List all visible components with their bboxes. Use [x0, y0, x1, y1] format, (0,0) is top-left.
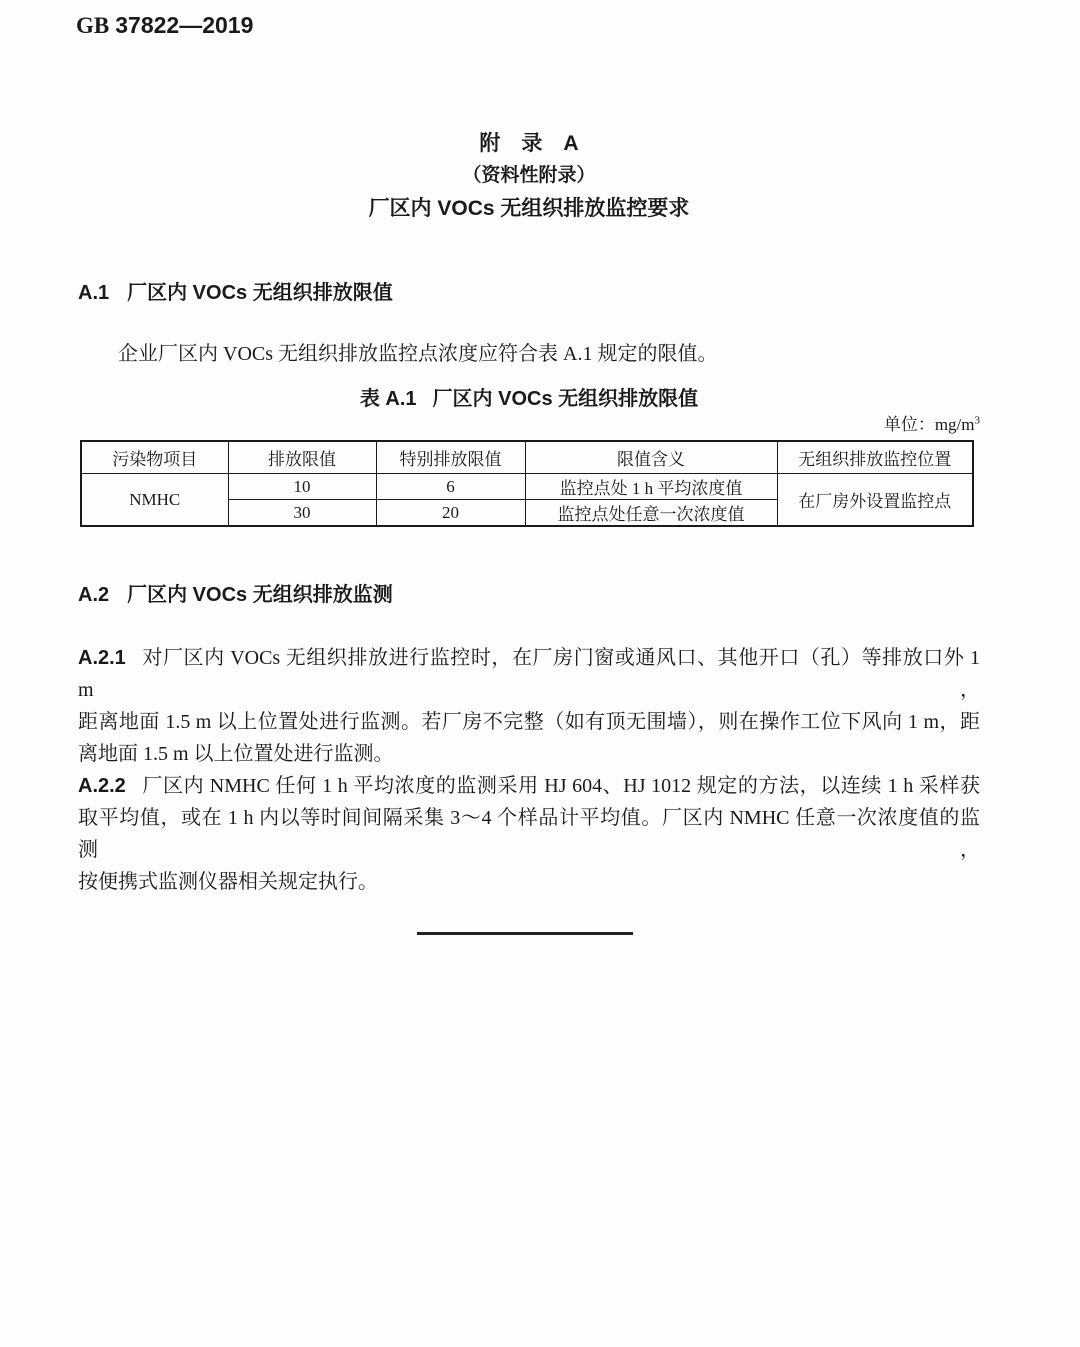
appendix-title: 附 录 A [479, 132, 579, 155]
section-a1-title: 厂区内 VOCs 无组织排放限值 [127, 282, 393, 304]
section-a1-number: A.1 [78, 282, 110, 304]
appendix-header [78, 128, 980, 226]
cell-meaning-1: 监控点处 1 h 平均浓度值 [525, 474, 777, 500]
standard-code [76, 12, 253, 39]
appendix-heading: 厂区内 VOCs 无组织排放监控要求 [368, 197, 690, 220]
clause-a22-number: A.2.2 [78, 775, 126, 797]
limits-table [80, 440, 974, 527]
table-a1-title [78, 382, 980, 411]
column-header-limit: 排放限值 [228, 441, 376, 474]
clause-a21-line-3: 离地面 1.5 m 以上位置处进行监测。 [78, 743, 394, 765]
clause-a21-text-1: 对厂区内 VOCs 无组织排放进行监控时，在厂房门窗或通风口、其他开口（孔）等排放口外 1 m， [78, 647, 980, 701]
table-unit-exponent: 3 [974, 414, 980, 427]
standard-code-number: 37822—2019 [115, 12, 254, 38]
table-a1-title-text: 厂区内 VOCs 无组织排放限值 [432, 388, 699, 410]
table-header-row [81, 441, 973, 474]
limits-table-container [80, 440, 974, 527]
clause-a21-number: A.2.1 [78, 647, 126, 669]
column-header-meaning: 限值含义 [525, 441, 777, 474]
clause-a21 [78, 642, 980, 770]
cell-special-limit-1: 6 [376, 474, 525, 500]
appendix-subtitle: （资料性附录） [462, 165, 596, 186]
column-header-location: 无组织排放监控位置 [777, 441, 973, 474]
table-row [81, 474, 973, 500]
section-a2-number: A.2 [78, 584, 110, 606]
column-header-pollutant: 污染物项目 [81, 441, 228, 474]
clause-a21-line-2: 距离地面 1.5 m 以上位置处进行监测。若厂房不完整（如有顶无围墙），则在操作工位下风向 1 m，距 [78, 711, 980, 733]
clause-a22-line-1 [78, 770, 980, 802]
table-unit-prefix: 单位：mg/m [883, 415, 975, 434]
clause-a22-line-2: 取平均值，或在 1 h 内以等时间间隔采集 3～4 个样品计平均值。厂区内 NMHC 任意一次浓度值的监测， [78, 807, 980, 861]
section-a2-heading [78, 578, 980, 607]
table-unit-note [884, 410, 980, 435]
cell-meaning-2: 监控点处任意一次浓度值 [525, 500, 777, 527]
clause-a22-text-1: 厂区内 NMHC 任何 1 h 平均浓度的监测采用 HJ 604、HJ 1012 规定的方法，以连续 1 h 采样获 [141, 775, 980, 797]
section-a1-heading [78, 276, 980, 305]
cell-monitoring-location: 在厂房外设置监控点 [777, 474, 973, 527]
clause-a21-line-1 [78, 642, 980, 706]
column-header-special-limit: 特别排放限值 [376, 441, 525, 474]
end-of-text-rule [417, 932, 633, 935]
cell-pollutant: NMHC [81, 474, 228, 527]
cell-limit-1: 10 [228, 474, 376, 500]
table-a1-title-label: 表 A.1 [359, 388, 417, 410]
clause-a22 [78, 770, 980, 898]
section-a2-body [78, 642, 980, 898]
cell-special-limit-2: 20 [376, 500, 525, 527]
standard-code-prefix: GB [76, 13, 110, 38]
clause-a22-line-3: 按便携式监测仪器相关规定执行。 [78, 871, 378, 893]
section-a2-title: 厂区内 VOCs 无组织排放监测 [127, 584, 393, 606]
section-a1-paragraph: 企业厂区内 VOCs 无组织排放监控点浓度应符合表 A.1 规定的限值。 [118, 343, 718, 365]
cell-limit-2: 30 [228, 500, 376, 527]
